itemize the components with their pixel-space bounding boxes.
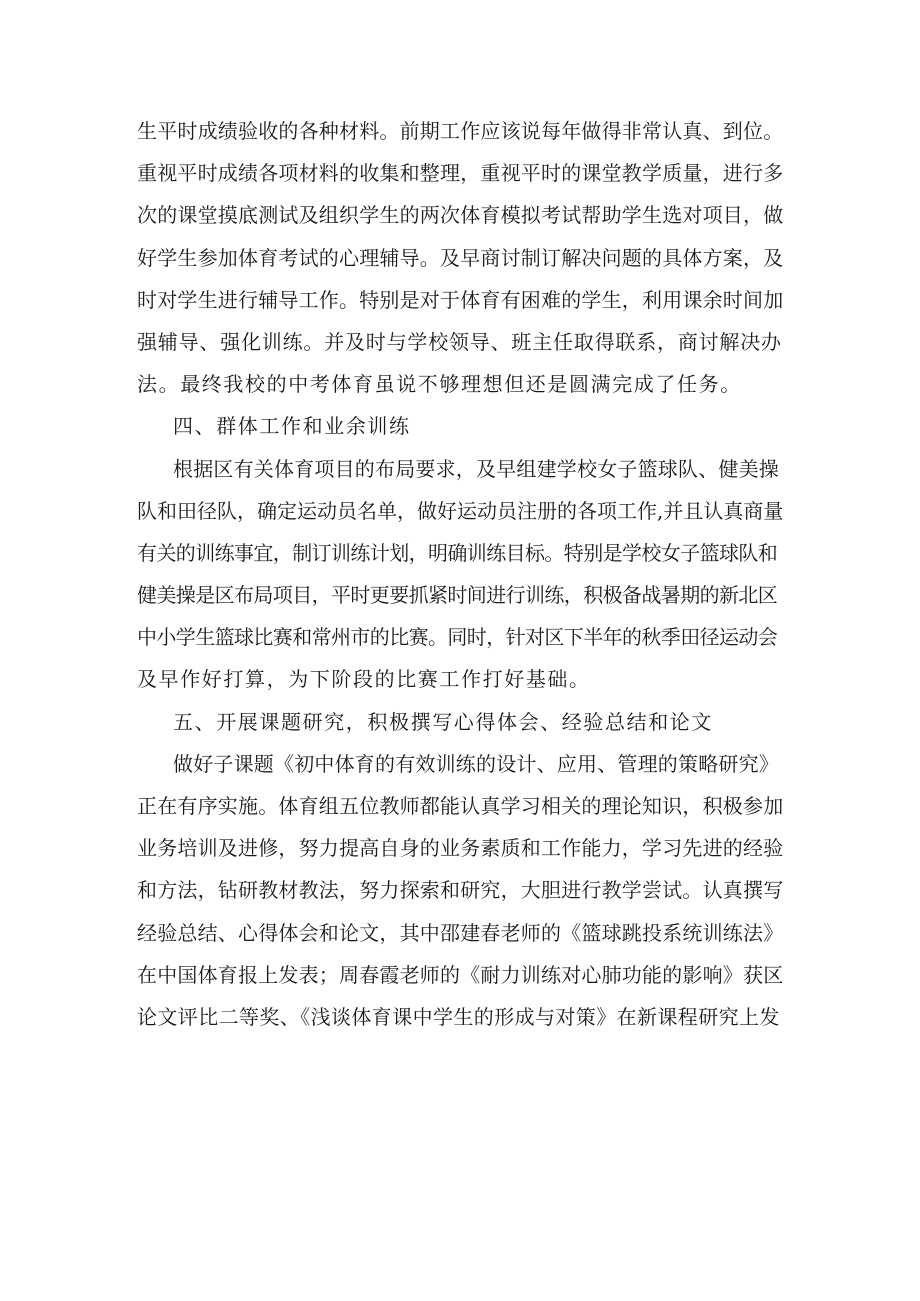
text-line: 有关的训练事宜，制订训练计划，明确训练目标。特别是学校女子篮球队和 bbox=[137, 540, 778, 565]
document-body bbox=[137, 110, 783, 1038]
paragraph-start-line: 四、群体工作和业余训练 bbox=[173, 414, 411, 439]
paragraph-start-line: 五、开展课题研究，积极撰写心得体会、经验总结和论文 bbox=[173, 709, 713, 734]
text-line: 法。最终我校的中考体育虽说不够理想但还是圆满完成了任务。 bbox=[137, 372, 742, 397]
text-line: 健美操是区布局项目，平时更要抓紧时间进行训练，积极备战暑期的新北区 bbox=[137, 583, 778, 608]
paragraph-start-line: 根据区有关体育项目的布局要求，及早组建学校女子篮球队、健美操 bbox=[173, 456, 779, 481]
text-line: 及早作好打算，为下阶段的比赛工作打好基础。 bbox=[137, 667, 591, 692]
paragraph-start-line: 做好子课题《初中体育的有效训练的设计、应用、管理的策略研究》 bbox=[173, 751, 779, 776]
text-line: 正在有序实施。体育组五位教师都能认真学习相关的理论知识，积极参加 bbox=[137, 794, 784, 818]
text-line: 强辅导、强化训练。并及时与学校领导、班主任取得联系，商讨解决办 bbox=[137, 329, 782, 354]
text-line: 在中国体育报上发表；周春霞老师的《耐力训练对心肺功能的影响》获区 bbox=[137, 962, 784, 987]
text-line: 队和田径队，确定运动员名单，做好运动员注册的各项工作,并且认真商量 bbox=[137, 498, 784, 523]
text-line: 中小学生篮球比赛和常州市的比赛。同时，针对区下半年的秋季田径运动会 bbox=[137, 625, 778, 650]
text-line: 和方法，钻研教材教法，努力探索和研究，大胆进行教学尝试。认真撰写 bbox=[137, 878, 784, 903]
text-line: 次的课堂摸底测试及组织学生的两次体育模拟考试帮助学生选对项目，做 bbox=[137, 203, 784, 228]
text-line: 经验总结、心得体会和论文，其中邵建春老师的《篮球跳投系统训练法》 bbox=[137, 920, 784, 945]
text-line: 论文评比二等奖、《浅谈体育课中学生的形成与对策》在新课程研究上发 bbox=[137, 1004, 780, 1029]
text-line: 生平时成绩验收的各种材料。前期工作应该说每年做得非常认真、到位。 bbox=[137, 119, 784, 143]
text-line: 重视平时成绩各项材料的收集和整理，重视平时的课堂教学质量，进行多 bbox=[137, 161, 784, 186]
text-line: 好学生参加体育考试的心理辅导。及早商讨制订解决问题的具体方案，及 bbox=[137, 245, 784, 270]
text-line: 时对学生进行辅导工作。特别是对于体育有困难的学生，利用课余时间加 bbox=[137, 287, 784, 312]
text-line: 业务培训及进修，努力提高自身的业务素质和工作能力，学习先进的经验 bbox=[137, 836, 784, 861]
